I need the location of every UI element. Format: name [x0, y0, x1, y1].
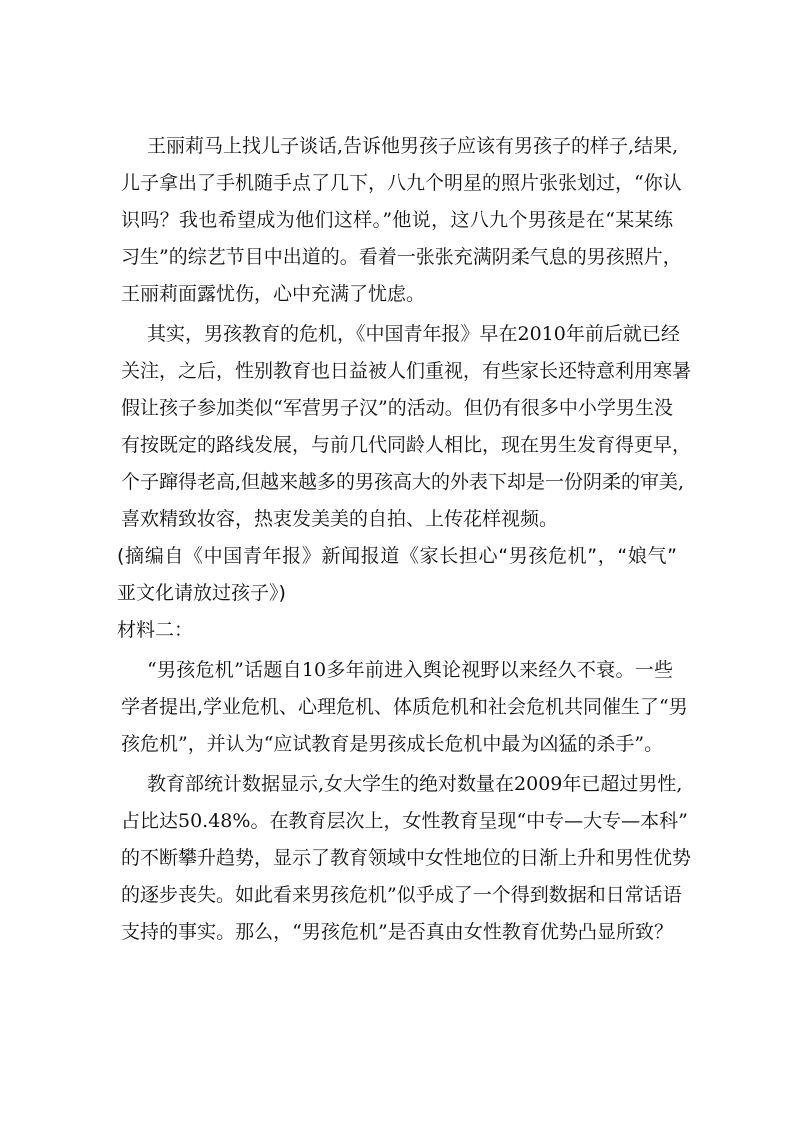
material-heading: 材料二： — [117, 619, 194, 641]
paragraph-3-line-3: 孩危机”，并认为“应试教育是男孩成长危机中最为凶猛的杀手”。 — [121, 733, 664, 755]
paragraph-1-line-3: 识吗？我也希望成为他们这样。”他说，这八九个男孩是在“某某练 — [121, 209, 673, 231]
source-note-line-1: (摘编自《中国青年报》新闻报道《家长担心“男孩危机”，“娘气” — [117, 545, 677, 567]
paragraph-4-line-2: 占比达50.48%。在教育层次上，女性教育呈现“中专—大专—本科” — [121, 810, 688, 832]
paragraph-1-line-1: 王丽莉马上找儿子谈话,告诉他男孩子应该有男孩子的样子,结果, — [147, 135, 679, 157]
paragraph-2-line-3: 假让孩子参加类似“军营男子汉”的活动。但仍有很多中小学男生没 — [121, 397, 673, 419]
paragraph-1-line-4: 习生”的综艺节目中出道的。看着一张张充满阴柔气息的男孩照片， — [121, 246, 682, 268]
paragraph-1-line-2: 儿子拿出了手机随手点了几下，八九个明星的照片张张划过，“你认 — [121, 172, 682, 194]
paragraph-4-line-3: 的不断攀升趋势，显示了教育领域中女性地位的日渐上升和男性优势 — [121, 847, 692, 869]
paragraph-3-line-2: 学者提出,学业危机、心理危机、体质危机和社会危机共同催生了“男 — [121, 696, 688, 718]
paragraph-4-line-4: 的逐步丧失。如此看来男孩危机”似乎成了一个得到数据和日常话语 — [121, 884, 682, 906]
paragraph-2-line-4: 有按既定的路线发展，与前几代同龄人相比，现在男生发育得更早， — [121, 434, 692, 456]
source-note-line-2: 亚文化请放过孩子》) — [117, 582, 286, 604]
paragraph-2-line-5: 个子蹿得老高,但越来越多的男孩高大的外表下却是一份阴柔的审美, — [121, 471, 685, 493]
paragraph-2-line-6: 喜欢精致妆容，热衷发美美的自拍、上传花样视频。 — [121, 508, 559, 530]
paragraph-2-line-2: 关注，之后，性别教育也日益被人们重视，有些家长还特意利用寒暑 — [121, 360, 692, 382]
paragraph-3-line-1: “男孩危机”话题自10多年前进入舆论视野以来经久不衰。一些 — [147, 659, 673, 681]
paragraph-2-line-1: 其实，男孩教育的危机，《中国青年报》早在2010年前后就已经 — [147, 323, 680, 345]
paragraph-4-line-1: 教育部统计数据显示,女大学生的绝对数量在2009年已超过男性, — [147, 773, 683, 795]
paragraph-4-line-5: 支持的事实。那么，“男孩危机”是否真由女性教育优势凸显所致？ — [121, 921, 673, 943]
paragraph-1-line-5: 王丽莉面露忧伤，心中充满了忧虑。 — [121, 283, 426, 305]
